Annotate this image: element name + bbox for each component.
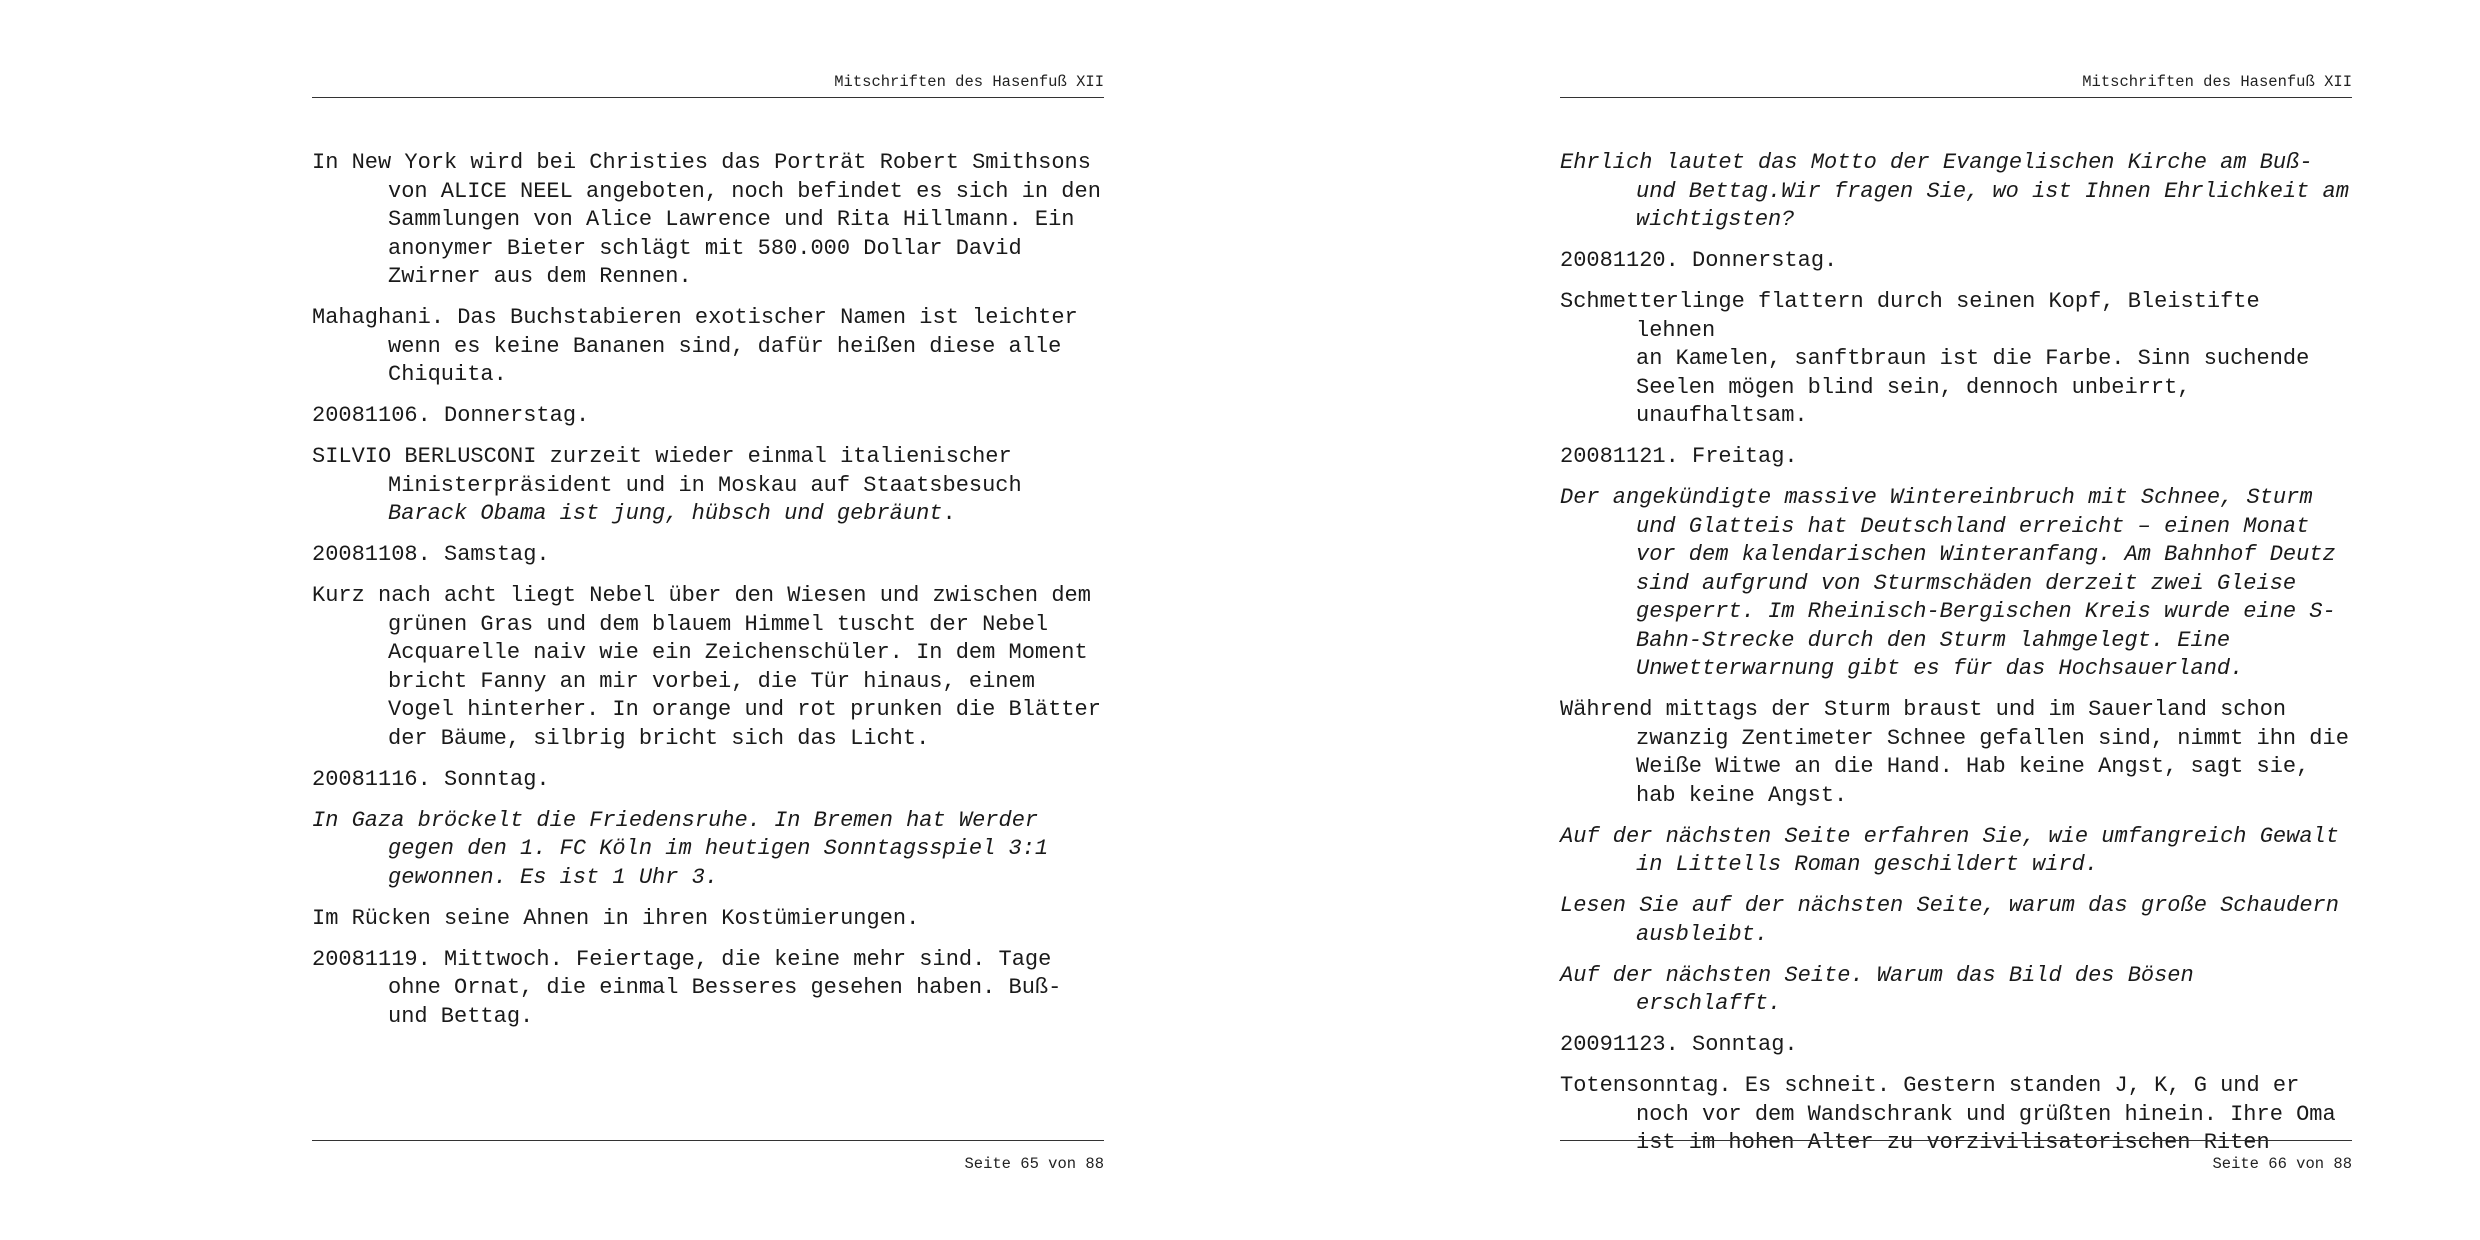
paragraph: Kurz nach acht liegt Nebel über den Wiesen und zwischen dem grünen Gras und dem blauem Himmel tuscht der Nebel Acquarelle naiv wie ein Zeichenschüler. In dem Moment bricht Fanny an mir vorbei, die Tür hinaus, einem Vogel hinterher. In orange und rot prunken die Blätter der Bäume, silbrig bricht sich das Licht. [312,583,1101,751]
page-header: Mitschriften des Hasenfuß XII [2082,73,2352,91]
quoted-paragraph: In Gaza bröckelt die Friedensruhe. In Bremen hat Werder gegen den 1. FC Köln im heutigen Sonntagsspiel 3:1 gewonnen. Es ist 1 Uhr 3. [312,807,1049,890]
page-body [312,149,1104,1044]
quoted-paragraph: Lesen Sie auf der nächsten Seite, warum das große Schaudern ausbleibt. [1560,893,2339,947]
paragraph [312,443,1104,529]
date-entry: 20081116. Sonntag. [312,766,550,792]
header-rule [1560,97,2352,98]
paragraph: Während mittags der Sturm braust und im Sauerland schon zwanzig Zentimeter Schnee gefallen sind, nimmt ihn die Weiße Witwe an die Hand. Hab keine Angst, sagt sie, hab keine Angst. [1560,697,2349,808]
paragraph: Im Rücken seine Ahnen in ihren Kostümierungen. [312,905,920,931]
quoted-paragraph: Auf der nächsten Seite. Warum das Bild des Bösen erschlafft. [1560,962,2194,1016]
quoted-italic-text: Barack Obama ist jung, hübsch und gebräunt [388,501,943,526]
quoted-paragraph: Ehrlich lautet das Motto der Evangelischen Kirche am Buß- und Bettag.Wir fragen Sie, wo ist Ihnen Ehrlichkeit am wichtigsten? [1560,150,2349,232]
date-entry: 20091123. Sonntag. [1560,1032,1798,1057]
quoted-paragraph: Der angekündigte massive Wintereinbruch mit Schnee, Sturm und Glatteis hat Deutschland erreicht – einen Monat vor dem kalendarischen Winteranfang. Am Bahnhof Deutz sind aufgrund von Sturmschäden derzeit zwei Gleise gesperrt. Im Rheinisch-Bergischen Kreis wurde eine S- Bahn-Strecke durch den Sturm lahmgelegt. Eine Unwetterwarnung gibt es für das Hochsauerland. [1560,485,2336,681]
quoted-paragraph: Auf der nächsten Seite erfahren Sie, wie umfangreich Gewalt in Littells Roman geschildert wird. [1560,823,2339,877]
date-entry: 20081121. Freitag. [1560,444,1798,469]
paragraph: Schmetterlinge flattern durch seinen Kopf, Bleistifte lehnen an Kamelen, sanftbraun ist die Farbe. Sinn suchende Seelen mögen blind sein, dennoch unbeirrt, unaufhaltsam. [1560,289,2310,428]
left-page [312,0,1104,1240]
date-entry: 20081108. Samstag. [312,542,550,567]
paragraph: 20081119. Mittwoch. Feiertage, die keine mehr sind. Tage ohne Ornat, die einmal Besseres gesehen haben. Buß- und Bettag. [312,946,1062,1029]
paragraph-text: SILVIO BERLUSCONI zurzeit wieder einmal italienischer Ministerpräsident und in Moskau auf Staatsbesuch [312,444,1022,498]
date-entry: 20081106. Donnerstag. [312,403,590,428]
page-footer: Seite 66 von 88 [2212,1155,2352,1173]
paragraph: Totensonntag. Es schneit. Gestern standen J, K, G und er noch vor dem Wandschrank und grüßten hinein. Ihre Oma ist im hohen Alter zu vorzivilisatorischen Riten [1560,1073,2336,1155]
paragraph: Mahaghani. Das Buchstabieren exotischer Namen ist leichter wenn es keine Bananen sind, dafür heißen diese alle Chiquita. [312,305,1078,387]
header-rule [312,97,1104,98]
right-page [1560,0,2352,1240]
page-footer: Seite 65 von 88 [964,1155,1104,1173]
date-entry: 20081120. Donnerstag. [1560,248,1838,273]
footer-rule [312,1140,1104,1141]
footer-rule [1560,1140,2352,1141]
paragraph: In New York wird bei Christies das Porträt Robert Smithsons von ALICE NEEL angeboten, noch befindet es sich in den Sammlungen von Alice Lawrence und Rita Hillmann. Ein anonymer Bieter schlägt mit 580.000 Dollar David Zwirner aus dem Rennen. [312,150,1101,289]
page-header: Mitschriften des Hasenfuß XII [834,73,1104,91]
page-body [1560,149,2352,1170]
paragraph-tail: . [942,501,956,526]
